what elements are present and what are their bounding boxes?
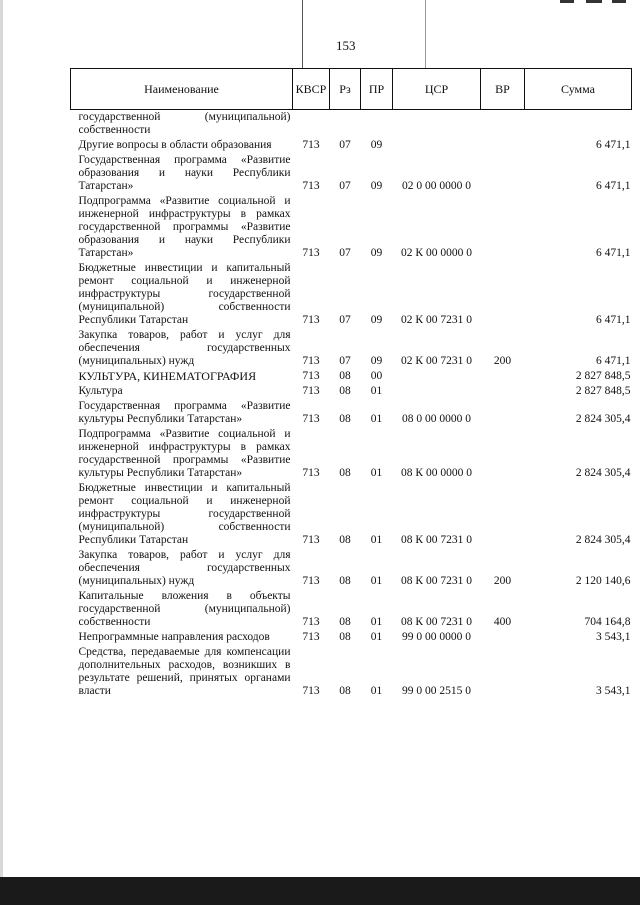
cell-kvsr: 713 — [302, 355, 320, 367]
cell-rz: 07 — [339, 355, 351, 367]
cell-sum: 6 471,1 — [596, 139, 631, 151]
cell-csr: 02 К 00 7231 0 — [401, 314, 472, 326]
cell-csr: 08 К 00 7231 0 — [401, 575, 472, 587]
cell-sum: 3 543,1 — [596, 631, 631, 643]
cell-vr — [481, 384, 525, 399]
cell-rz: 08 — [339, 385, 351, 397]
cell-vr: 400 — [493, 616, 512, 628]
cell-csr: 99 0 00 2515 0 — [402, 685, 471, 697]
cell-name: Бюджетные инвестиции и капитальный ремонт социальной и инженерной инфраструктуры государственной (муниципальной) собственности Республики Татарстан — [78, 262, 291, 326]
scan-corner-mark — [560, 0, 574, 3]
cell-csr: 02 К 00 0000 0 — [401, 247, 472, 259]
cell-csr — [393, 110, 481, 139]
cell-csr: 02 0 00 0000 0 — [402, 180, 471, 192]
table-row — [71, 548, 632, 589]
table-row — [71, 138, 632, 153]
cell-csr: 99 0 00 0000 0 — [402, 631, 471, 643]
cell-pr: 09 — [370, 247, 383, 259]
cell-name: КУЛЬТУРА, КИНЕМАТОГРАФИЯ — [78, 369, 257, 383]
cell-rz: 08 — [339, 413, 351, 425]
cell-vr — [481, 153, 525, 194]
cell-kvsr: 713 — [302, 139, 320, 151]
cell-vr — [481, 261, 525, 328]
cell-pr: 01 — [370, 575, 383, 587]
cell-rz: 07 — [339, 247, 351, 259]
cell-rz: 08 — [339, 575, 351, 587]
cell-csr — [393, 138, 481, 153]
cell-kvsr: 713 — [302, 314, 320, 326]
cell-kvsr: 713 — [302, 385, 320, 397]
cell-pr: 09 — [370, 180, 383, 192]
cell-kvsr — [293, 110, 330, 139]
cell-kvsr: 713 — [302, 575, 320, 587]
cell-csr — [393, 384, 481, 399]
table-row — [71, 194, 632, 261]
table-row — [71, 384, 632, 399]
cell-pr: 00 — [370, 370, 383, 382]
cell-sum: 704 164,8 — [584, 616, 631, 628]
cell-name: Бюджетные инвестиции и капитальный ремонт социальной и инженерной инфраструктуры государственной (муниципальной) собственности Республики Татарстан — [78, 482, 291, 546]
cell-kvsr: 713 — [302, 413, 320, 425]
cell-pr: 01 — [370, 413, 383, 425]
cell-name: Непрограммные направления расходов — [78, 631, 270, 643]
cell-sum: 6 471,1 — [596, 180, 631, 192]
cell-pr: 01 — [370, 467, 383, 479]
cell-vr — [481, 399, 525, 427]
cell-sum: 2 827 848,5 — [575, 385, 631, 397]
cell-rz: 08 — [339, 467, 351, 479]
cell-name: Государственная программа «Развитие образования и науки Республики Татарстан» — [78, 154, 291, 192]
cell-rz: 08 — [339, 685, 351, 697]
header-csr: ЦСР — [393, 69, 481, 110]
scan-corner-mark — [612, 0, 626, 3]
cell-rz: 08 — [339, 534, 351, 546]
cell-vr — [481, 630, 525, 645]
scan-left-edge — [0, 0, 3, 905]
scan-fold-line — [302, 0, 303, 68]
cell-kvsr: 713 — [302, 180, 320, 192]
cell-rz: 08 — [339, 616, 351, 628]
cell-kvsr: 713 — [302, 467, 320, 479]
cell-kvsr: 713 — [302, 534, 320, 546]
cell-vr — [481, 427, 525, 481]
cell-csr — [393, 369, 481, 384]
cell-name: Подпрограмма «Развитие социальной и инженерной инфраструктуры в рамках государственной программы «Развитие культуры Республики Татарстан» — [78, 428, 291, 479]
budget-table — [70, 68, 632, 699]
header-rz: Рз — [330, 69, 361, 110]
cell-csr: 08 К 00 7231 0 — [401, 534, 472, 546]
cell-pr: 01 — [370, 631, 383, 643]
cell-name: Другие вопросы в области образования — [78, 139, 272, 151]
cell-sum: 2 827 848,5 — [575, 370, 631, 382]
table-row — [71, 369, 632, 384]
cell-sum: 2 824 305,4 — [575, 413, 631, 425]
cell-kvsr: 713 — [302, 247, 320, 259]
cell-pr: 01 — [370, 616, 383, 628]
page-number: 153 — [336, 38, 356, 53]
table-row — [71, 589, 632, 630]
cell-vr — [481, 110, 525, 139]
cell-name: Закупка товаров, работ и услуг для обеспечения государственных (муниципальных) нужд — [78, 329, 291, 367]
cell-pr: 01 — [370, 685, 383, 697]
cell-sum: 6 471,1 — [596, 355, 631, 367]
cell-sum: 2 120 140,6 — [575, 575, 631, 587]
table-row — [71, 153, 632, 194]
cell-csr: 08 0 00 0000 0 — [402, 413, 471, 425]
table-row — [71, 110, 632, 139]
header-pr: ПР — [361, 69, 393, 110]
cell-sum: 2 824 305,4 — [575, 534, 631, 546]
cell-name: Подпрограмма «Развитие социальной и инженерной инфраструктуры в рамках государственной программы «Развитие образования и науки Республики Татарстан» — [78, 195, 291, 259]
cell-sum: 2 824 305,4 — [575, 467, 631, 479]
table-row — [71, 328, 632, 369]
cell-vr — [481, 645, 525, 699]
table-row — [71, 645, 632, 699]
header-sum: Сумма — [525, 69, 632, 110]
cell-kvsr: 713 — [302, 616, 320, 628]
cell-vr: 200 — [493, 355, 512, 367]
scan-fold-line — [425, 0, 426, 68]
header-vr: ВР — [481, 69, 525, 110]
cell-sum: 6 471,1 — [596, 247, 631, 259]
table-row — [71, 261, 632, 328]
table-row — [71, 427, 632, 481]
cell-name: Закупка товаров, работ и услуг для обеспечения государственных (муниципальных) нужд — [78, 549, 291, 587]
cell-sum: 3 543,1 — [596, 685, 631, 697]
cell-vr — [481, 481, 525, 548]
cell-pr: 09 — [370, 314, 383, 326]
cell-vr — [481, 369, 525, 384]
cell-rz: 07 — [339, 139, 351, 151]
cell-kvsr: 713 — [302, 685, 320, 697]
scan-corner-mark — [586, 0, 602, 3]
cell-name: Государственная программа «Развитие культуры Республики Татарстан» — [78, 400, 291, 425]
header-name: Наименование — [71, 69, 293, 110]
cell-pr: 01 — [370, 534, 383, 546]
cell-rz — [330, 110, 361, 139]
cell-pr: 01 — [370, 385, 383, 397]
table-header — [71, 69, 632, 110]
cell-csr: 08 К 00 7231 0 — [401, 616, 472, 628]
cell-rz: 08 — [339, 631, 351, 643]
cell-kvsr: 713 — [302, 631, 320, 643]
table-row — [71, 630, 632, 645]
table-body — [71, 110, 632, 700]
cell-rz: 08 — [339, 370, 351, 382]
cell-vr: 200 — [493, 575, 512, 587]
cell-name: Культура — [78, 385, 123, 397]
cell-pr: 09 — [370, 139, 383, 151]
cell-sum — [525, 110, 632, 139]
cell-kvsr: 713 — [302, 370, 320, 382]
cell-rz: 07 — [339, 180, 351, 192]
cell-csr: 02 К 00 7231 0 — [401, 355, 472, 367]
table-row — [71, 481, 632, 548]
cell-csr: 08 К 00 0000 0 — [401, 467, 472, 479]
header-kvsr: КВСР — [293, 69, 330, 110]
cell-name: государственной (муниципальной) собственности — [78, 111, 291, 136]
cell-name: Капитальные вложения в объекты государственной (муниципальной) собственности — [78, 590, 291, 628]
cell-pr — [361, 110, 393, 139]
cell-vr — [481, 138, 525, 153]
cell-name: Средства, передаваемые для компенсации дополнительных расходов, возникших в результате решений, принятых органами власти — [78, 646, 291, 697]
table-row — [71, 399, 632, 427]
scan-bottom-edge — [0, 877, 640, 905]
cell-vr — [481, 194, 525, 261]
cell-sum: 6 471,1 — [596, 314, 631, 326]
cell-pr: 09 — [370, 355, 383, 367]
cell-rz: 07 — [339, 314, 351, 326]
